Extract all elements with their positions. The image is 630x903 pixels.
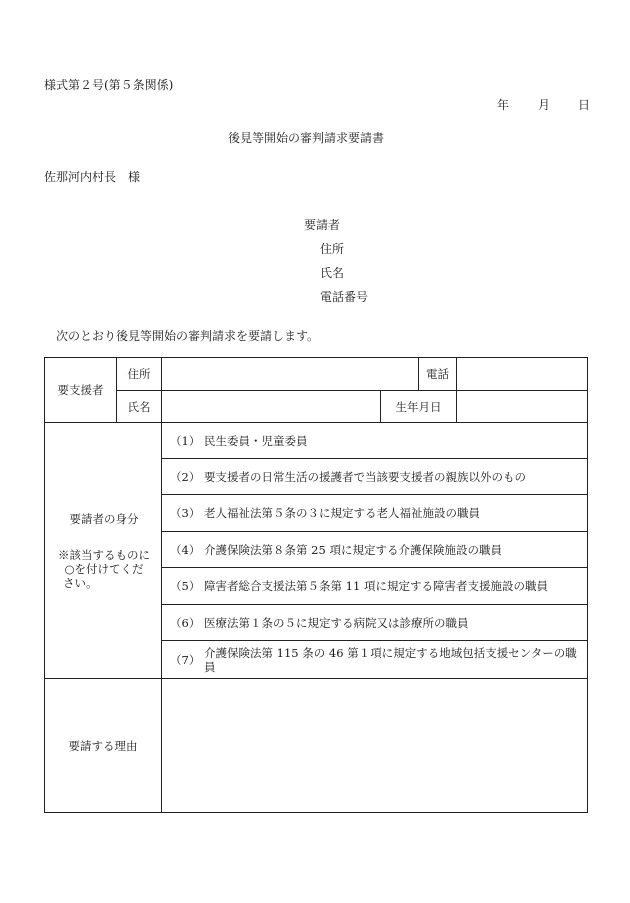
status-option-5[interactable] bbox=[162, 568, 588, 605]
status-option-4[interactable] bbox=[162, 532, 588, 568]
request-form-table bbox=[44, 357, 588, 813]
status-option-3[interactable] bbox=[162, 495, 588, 532]
support-person-name-row bbox=[45, 391, 588, 423]
option-text: 介護保険法第８条第 25 項に規定する介護保険施設の職員 bbox=[204, 542, 502, 557]
support-birthdate-field[interactable] bbox=[457, 391, 588, 423]
requester-status-cell bbox=[45, 423, 162, 679]
status-note-line-2: ○を付けてくだ bbox=[64, 561, 144, 576]
reason-field[interactable] bbox=[162, 679, 588, 813]
date-year-label: 年 bbox=[497, 98, 510, 112]
requester-phone-label: 電話番号 bbox=[320, 290, 369, 304]
support-phone-label: 電話 bbox=[419, 358, 457, 391]
status-option-7[interactable] bbox=[162, 641, 588, 679]
option-text: 医療法第１条の５に規定する病院又は診療所の職員 bbox=[204, 615, 469, 630]
requester-address-label: 住所 bbox=[320, 242, 345, 256]
request-statement: 次のとおり後見等開始の審判請求を要請します。 bbox=[56, 329, 320, 343]
date-day-label: 日 bbox=[578, 98, 591, 112]
status-option-row bbox=[45, 423, 588, 459]
support-person-address-row bbox=[45, 358, 588, 391]
option-number: （2） bbox=[170, 469, 201, 484]
status-option-1[interactable] bbox=[162, 423, 588, 459]
requester-status-label: 要請者の身分 bbox=[69, 511, 139, 526]
reason-row bbox=[45, 679, 588, 813]
date-month-label: 月 bbox=[538, 98, 551, 112]
status-option-6[interactable] bbox=[162, 605, 588, 641]
status-note-line-1: ※該当するものに bbox=[58, 547, 150, 562]
option-text: 老人福祉法第５条の３に規定する老人福祉施設の職員 bbox=[204, 506, 480, 520]
support-person-label: 要支援者 bbox=[45, 358, 117, 423]
option-text: 要支援者の日常生活の援護者で当該要支援者の親族以外のもの bbox=[204, 469, 526, 484]
option-text: 民生委員・児童委員 bbox=[204, 433, 308, 448]
status-option-2[interactable] bbox=[162, 459, 588, 495]
support-address-label: 住所 bbox=[117, 358, 162, 391]
option-text: 介護保険法第 115 条の 46 第１項に規定する地域包括支援センターの職員 bbox=[204, 645, 577, 674]
support-address-field[interactable] bbox=[162, 358, 419, 391]
option-number: （4） bbox=[170, 542, 201, 557]
option-text: 障害者総合支援法第５条第 11 項に規定する障害者支援施設の職員 bbox=[204, 579, 548, 593]
option-number: （1） bbox=[170, 433, 201, 448]
option-number: （5） bbox=[170, 579, 201, 593]
requester-name-label: 氏名 bbox=[320, 266, 345, 280]
support-name-label: 氏名 bbox=[117, 391, 162, 423]
option-number: （7） bbox=[170, 652, 201, 667]
option-number: （6） bbox=[170, 615, 201, 630]
addressee: 佐那河内村長 様 bbox=[44, 170, 141, 184]
support-name-field[interactable] bbox=[162, 391, 381, 423]
reason-label: 要請する理由 bbox=[45, 679, 162, 813]
status-note-line-3: さい。 bbox=[63, 575, 98, 590]
support-birthdate-label: 生年月日 bbox=[381, 391, 457, 423]
support-phone-field[interactable] bbox=[457, 358, 588, 391]
option-number: （3） bbox=[170, 506, 201, 520]
form-number: 様式第２号(第５条関係) bbox=[44, 78, 174, 92]
requester-heading: 要請者 bbox=[304, 218, 341, 232]
document-title: 後見等開始の審判請求要請書 bbox=[228, 131, 385, 145]
